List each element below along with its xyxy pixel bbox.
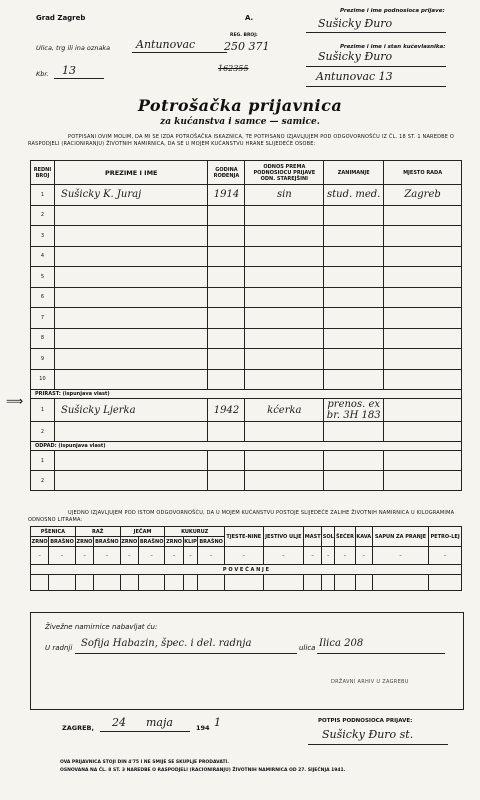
supply-value: – xyxy=(120,547,138,565)
person-name xyxy=(54,205,208,226)
person-row xyxy=(31,287,462,308)
prirast-year: 1942 xyxy=(208,399,245,422)
supply-group-3: KUKURUZ xyxy=(165,527,224,537)
supply-value: – xyxy=(355,547,372,565)
prirast-row xyxy=(31,422,462,442)
supply-value: – xyxy=(138,547,165,565)
supply-increase-cell xyxy=(165,575,183,591)
person-num: 6 xyxy=(31,287,55,308)
signature-label: POTPIS PODNOSIOCA PRIJAVE: xyxy=(318,718,413,724)
supply-value: – xyxy=(335,547,355,565)
odpad-row xyxy=(31,471,462,491)
person-num: 8 xyxy=(31,328,55,349)
prirast-year xyxy=(208,422,245,442)
shop-label: Živežne namirnice nabavljat ću: xyxy=(45,623,158,631)
owner-address: Antunovac 13 xyxy=(316,70,393,83)
person-workplace xyxy=(384,308,462,329)
supply-value: – xyxy=(183,547,198,565)
person-year xyxy=(208,205,245,226)
footer-day: 24 xyxy=(112,716,126,729)
person-year xyxy=(208,349,245,370)
supply-single-3: SOL xyxy=(322,527,335,547)
shop-street-value: Ilica 208 xyxy=(319,638,364,649)
person-row xyxy=(31,226,462,247)
person-workplace: Zagreb xyxy=(384,185,462,206)
person-name xyxy=(54,267,208,288)
odpad-workplace xyxy=(384,471,462,491)
shop-u-radnji: U radnji xyxy=(45,644,73,652)
supply-value: – xyxy=(49,547,76,565)
prirast-name xyxy=(54,422,208,442)
odpad-row xyxy=(31,451,462,471)
city-label: Grad Zagreb xyxy=(36,14,86,22)
supply-sub-6: ZRNO xyxy=(166,538,183,545)
kbr-label: Kbr. xyxy=(36,70,49,78)
form-subtitle: za kućanstva i samce — samice. xyxy=(160,117,320,127)
supply-increase-cell xyxy=(372,575,428,591)
header-num: REDNI BROJ xyxy=(31,161,55,185)
intro-paragraph: POTPISANI OVIM MOLIM, DA MI SE IZDA POTROŠAČKA ISKAZNICA, TE POTPISANO IZJAVLJUJEM POD ODGOVORNOŠĆU IZ ČL. 18 ST. 1 NAREDBE O RASPODJELI (RACIONIRANJU) ŽIVOTNIH NAMIRNICA, DA SE U MOJEM KUĆANSTVU HRANE SLIJEDEĆE OSOBE: xyxy=(28,134,455,147)
supply-sub-8: BRAŠNO xyxy=(199,538,223,545)
person-year xyxy=(208,287,245,308)
supply-single-5: KAVA xyxy=(355,527,372,547)
odpad-name xyxy=(54,471,208,491)
person-row xyxy=(31,328,462,349)
shop-ulica: ulica xyxy=(299,644,316,652)
person-num: 5 xyxy=(31,267,55,288)
person-relation xyxy=(245,226,324,247)
person-row xyxy=(31,246,462,267)
person-year xyxy=(208,369,245,390)
person-workplace xyxy=(384,287,462,308)
odpad-year xyxy=(208,451,245,471)
supply-sub-1: BRAŠNO xyxy=(50,538,74,545)
person-relation xyxy=(245,328,324,349)
person-occupation: stud. med. xyxy=(324,185,384,206)
supply-single-6: SAPUN ZA PRANJE xyxy=(372,527,428,547)
header-relation: ODNOS PREMA PODNOSIOCU PRIJAVE ODN. STAREJŠINI xyxy=(245,161,324,185)
person-occupation xyxy=(324,308,384,329)
supply-value: – xyxy=(372,547,428,565)
supply-increase-cell xyxy=(335,575,355,591)
supply-value: – xyxy=(75,547,93,565)
supply-value: – xyxy=(31,547,49,565)
povecanje-label: P O V E Ć A N J E xyxy=(31,565,462,575)
prirast-workplace xyxy=(384,422,462,442)
footer-year-suffix: 1 xyxy=(214,716,221,729)
person-name xyxy=(54,328,208,349)
person-num: 2 xyxy=(31,205,55,226)
supply-value: – xyxy=(94,547,121,565)
footer-month: maja xyxy=(146,716,173,729)
person-year xyxy=(208,246,245,267)
person-occupation xyxy=(324,205,384,226)
prirast-relation xyxy=(245,422,324,442)
supply-single-2: MAST xyxy=(304,527,322,547)
person-num: 7 xyxy=(31,308,55,329)
odpad-num: 2 xyxy=(31,471,55,491)
supply-increase-cell xyxy=(263,575,303,591)
street-value: Antunovac xyxy=(136,38,196,51)
persons-table-header xyxy=(31,161,462,185)
person-occupation xyxy=(324,226,384,247)
odpad-name xyxy=(54,451,208,471)
form-letter: A. xyxy=(245,14,254,22)
odpad-label: ODPAD: (ispunjava vlast) xyxy=(31,442,462,451)
supply-sub-5: BRAŠNO xyxy=(139,538,164,545)
person-relation xyxy=(245,287,324,308)
supply-single-1: JESTIVO ULJE xyxy=(263,527,303,547)
supply-sub-4: ZRNO xyxy=(121,538,138,545)
person-year xyxy=(208,226,245,247)
reg-value: 250 371 xyxy=(224,40,270,53)
person-workplace xyxy=(384,369,462,390)
person-name xyxy=(54,308,208,329)
odpad-num: 1 xyxy=(31,451,55,471)
person-workplace xyxy=(384,349,462,370)
supply-single-0: TJESTE-NINE xyxy=(224,527,263,547)
supply-single-4: ŠEĆER xyxy=(335,527,355,547)
person-year xyxy=(208,267,245,288)
person-relation xyxy=(245,349,324,370)
odpad-occupation xyxy=(324,471,384,491)
footer-note-2: OSNOVANA NA ČL. 8 ST. 3 NAREDBE O RASPODJELI (RACIONIRANJU) ŽIVOTNIH NAMIRNICA OD 27. SIJEČNJA 1941. xyxy=(60,768,346,773)
applicant-value: Sušicky Đuro xyxy=(318,17,393,30)
person-relation xyxy=(245,205,324,226)
supply-increase-cell xyxy=(138,575,165,591)
supply-value: – xyxy=(263,547,303,565)
supply-increase-cell xyxy=(355,575,372,591)
person-row xyxy=(31,267,462,288)
person-num: 9 xyxy=(31,349,55,370)
odpad-relation xyxy=(245,451,324,471)
archive-stamp: DRŽAVNI ARHIV U ZAGREBU xyxy=(331,679,409,685)
supply-value: – xyxy=(304,547,322,565)
header-occupation: ZANIMANJE xyxy=(324,161,384,185)
supply-increase-cell xyxy=(183,575,198,591)
prirast-name: Sušicky Ljerka xyxy=(54,399,208,422)
supplies-intro: UJEDNO IZJAVLJUJEM POD ISTOM ODGOVORNOŠĆU, DA U MOJEM KUĆANSTVU POSTOJE SLIJEDEĆE ZALIHE ŽIVOTNIH NAMIRNICA U KILOGRAMIMA ODNOSNO LITRAMA: xyxy=(28,510,455,523)
person-workplace xyxy=(384,267,462,288)
owner-value: Sušicky Đuro xyxy=(318,50,393,63)
person-name xyxy=(54,349,208,370)
person-occupation xyxy=(324,349,384,370)
person-name: Sušicky K. Juraj xyxy=(54,185,208,206)
person-occupation xyxy=(324,328,384,349)
supply-sub-7: KLIP xyxy=(184,538,197,545)
person-num: 10 xyxy=(31,369,55,390)
supply-group-1: RAŽ xyxy=(75,527,120,537)
person-year xyxy=(208,308,245,329)
person-occupation xyxy=(324,267,384,288)
form-title: Potrošačka prijavnica xyxy=(137,96,343,115)
person-row xyxy=(31,349,462,370)
person-row xyxy=(31,205,462,226)
person-relation xyxy=(245,369,324,390)
person-num: 4 xyxy=(31,246,55,267)
supply-increase-cell xyxy=(198,575,225,591)
footer-note-1: OVA PRIJAVNICA STOJI DIN 4'75 I NE SMIJE SE SKUPLJE PRODAVATI. xyxy=(60,760,229,765)
person-num: 1 xyxy=(31,185,55,206)
persons-table xyxy=(30,160,462,491)
person-occupation xyxy=(324,287,384,308)
header-year: GODINA ROĐENJA xyxy=(208,161,245,185)
supply-sub-2: ZRNO xyxy=(76,538,93,545)
prirast-num: 2 xyxy=(31,422,55,442)
odpad-relation xyxy=(245,471,324,491)
prirast-label: PRIRAST: (ispunjava vlast) xyxy=(31,390,462,399)
arrow-marker-icon: ⟹ xyxy=(6,394,24,408)
odpad-year xyxy=(208,471,245,491)
odpad-occupation xyxy=(324,451,384,471)
person-year xyxy=(208,328,245,349)
supply-value: – xyxy=(429,547,462,565)
supply-increase-cell xyxy=(75,575,93,591)
person-relation xyxy=(245,246,324,267)
owner-label: Prezime i ime i stan kućevlasnika: xyxy=(340,44,446,50)
person-workplace xyxy=(384,205,462,226)
kbr-value: 13 xyxy=(62,64,76,77)
person-row xyxy=(31,308,462,329)
prirast-relation: kćerka xyxy=(245,399,324,422)
reg-old-value: 162355 xyxy=(218,64,249,73)
person-row xyxy=(31,369,462,390)
supply-value: – xyxy=(165,547,183,565)
supply-group-2: JEČAM xyxy=(120,527,165,537)
supply-increase-cell xyxy=(31,575,49,591)
person-occupation xyxy=(324,369,384,390)
person-row xyxy=(31,185,462,206)
header-name: PREZIME I IME xyxy=(54,161,208,185)
prirast-row xyxy=(31,399,462,422)
street-label: Ulica, trg ili ina oznaka xyxy=(36,44,111,52)
person-relation xyxy=(245,267,324,288)
supply-increase-cell xyxy=(49,575,76,591)
supply-value: – xyxy=(322,547,335,565)
prirast-occupation: prenos. ex br. 3H 183 xyxy=(324,399,384,422)
prirast-workplace xyxy=(384,399,462,422)
footer-year-prefix: 194 xyxy=(196,724,210,732)
person-workplace xyxy=(384,328,462,349)
odpad-workplace xyxy=(384,451,462,471)
supply-increase-cell xyxy=(120,575,138,591)
person-workplace xyxy=(384,246,462,267)
shop-value: Sofija Habazin, špec. i del. radnja xyxy=(81,638,252,649)
person-occupation xyxy=(324,246,384,267)
supply-increase-cell xyxy=(304,575,322,591)
supply-increase-cell xyxy=(322,575,335,591)
signature: Sušicky Đuro st. xyxy=(322,728,414,741)
applicant-label: Prezime i ime podnosioca prijave: xyxy=(340,8,445,14)
supply-value: – xyxy=(224,547,263,565)
supply-value: – xyxy=(198,547,225,565)
reg-label: REG. BROJ: xyxy=(230,33,258,38)
supplies-table xyxy=(30,526,462,591)
supply-sub-0: ZRNO xyxy=(31,538,48,545)
person-relation xyxy=(245,308,324,329)
header-workplace: MJESTO RADA xyxy=(384,161,462,185)
person-workplace xyxy=(384,226,462,247)
shop-box xyxy=(30,612,464,710)
footer-zagreb: ZAGREB, xyxy=(62,724,94,732)
supply-group-0: PŠENICA xyxy=(31,527,76,537)
supply-increase-cell xyxy=(429,575,462,591)
person-year: 1914 xyxy=(208,185,245,206)
supply-increase-cell xyxy=(94,575,121,591)
person-relation: sin xyxy=(245,185,324,206)
person-name xyxy=(54,369,208,390)
prirast-occupation xyxy=(324,422,384,442)
person-name xyxy=(54,287,208,308)
supply-single-7: PETRO-LEJ xyxy=(429,527,462,547)
prirast-num: 1 xyxy=(31,399,55,422)
supply-sub-3: BRAŠNO xyxy=(95,538,119,545)
person-num: 3 xyxy=(31,226,55,247)
supply-increase-cell xyxy=(224,575,263,591)
person-name xyxy=(54,246,208,267)
person-name xyxy=(54,226,208,247)
